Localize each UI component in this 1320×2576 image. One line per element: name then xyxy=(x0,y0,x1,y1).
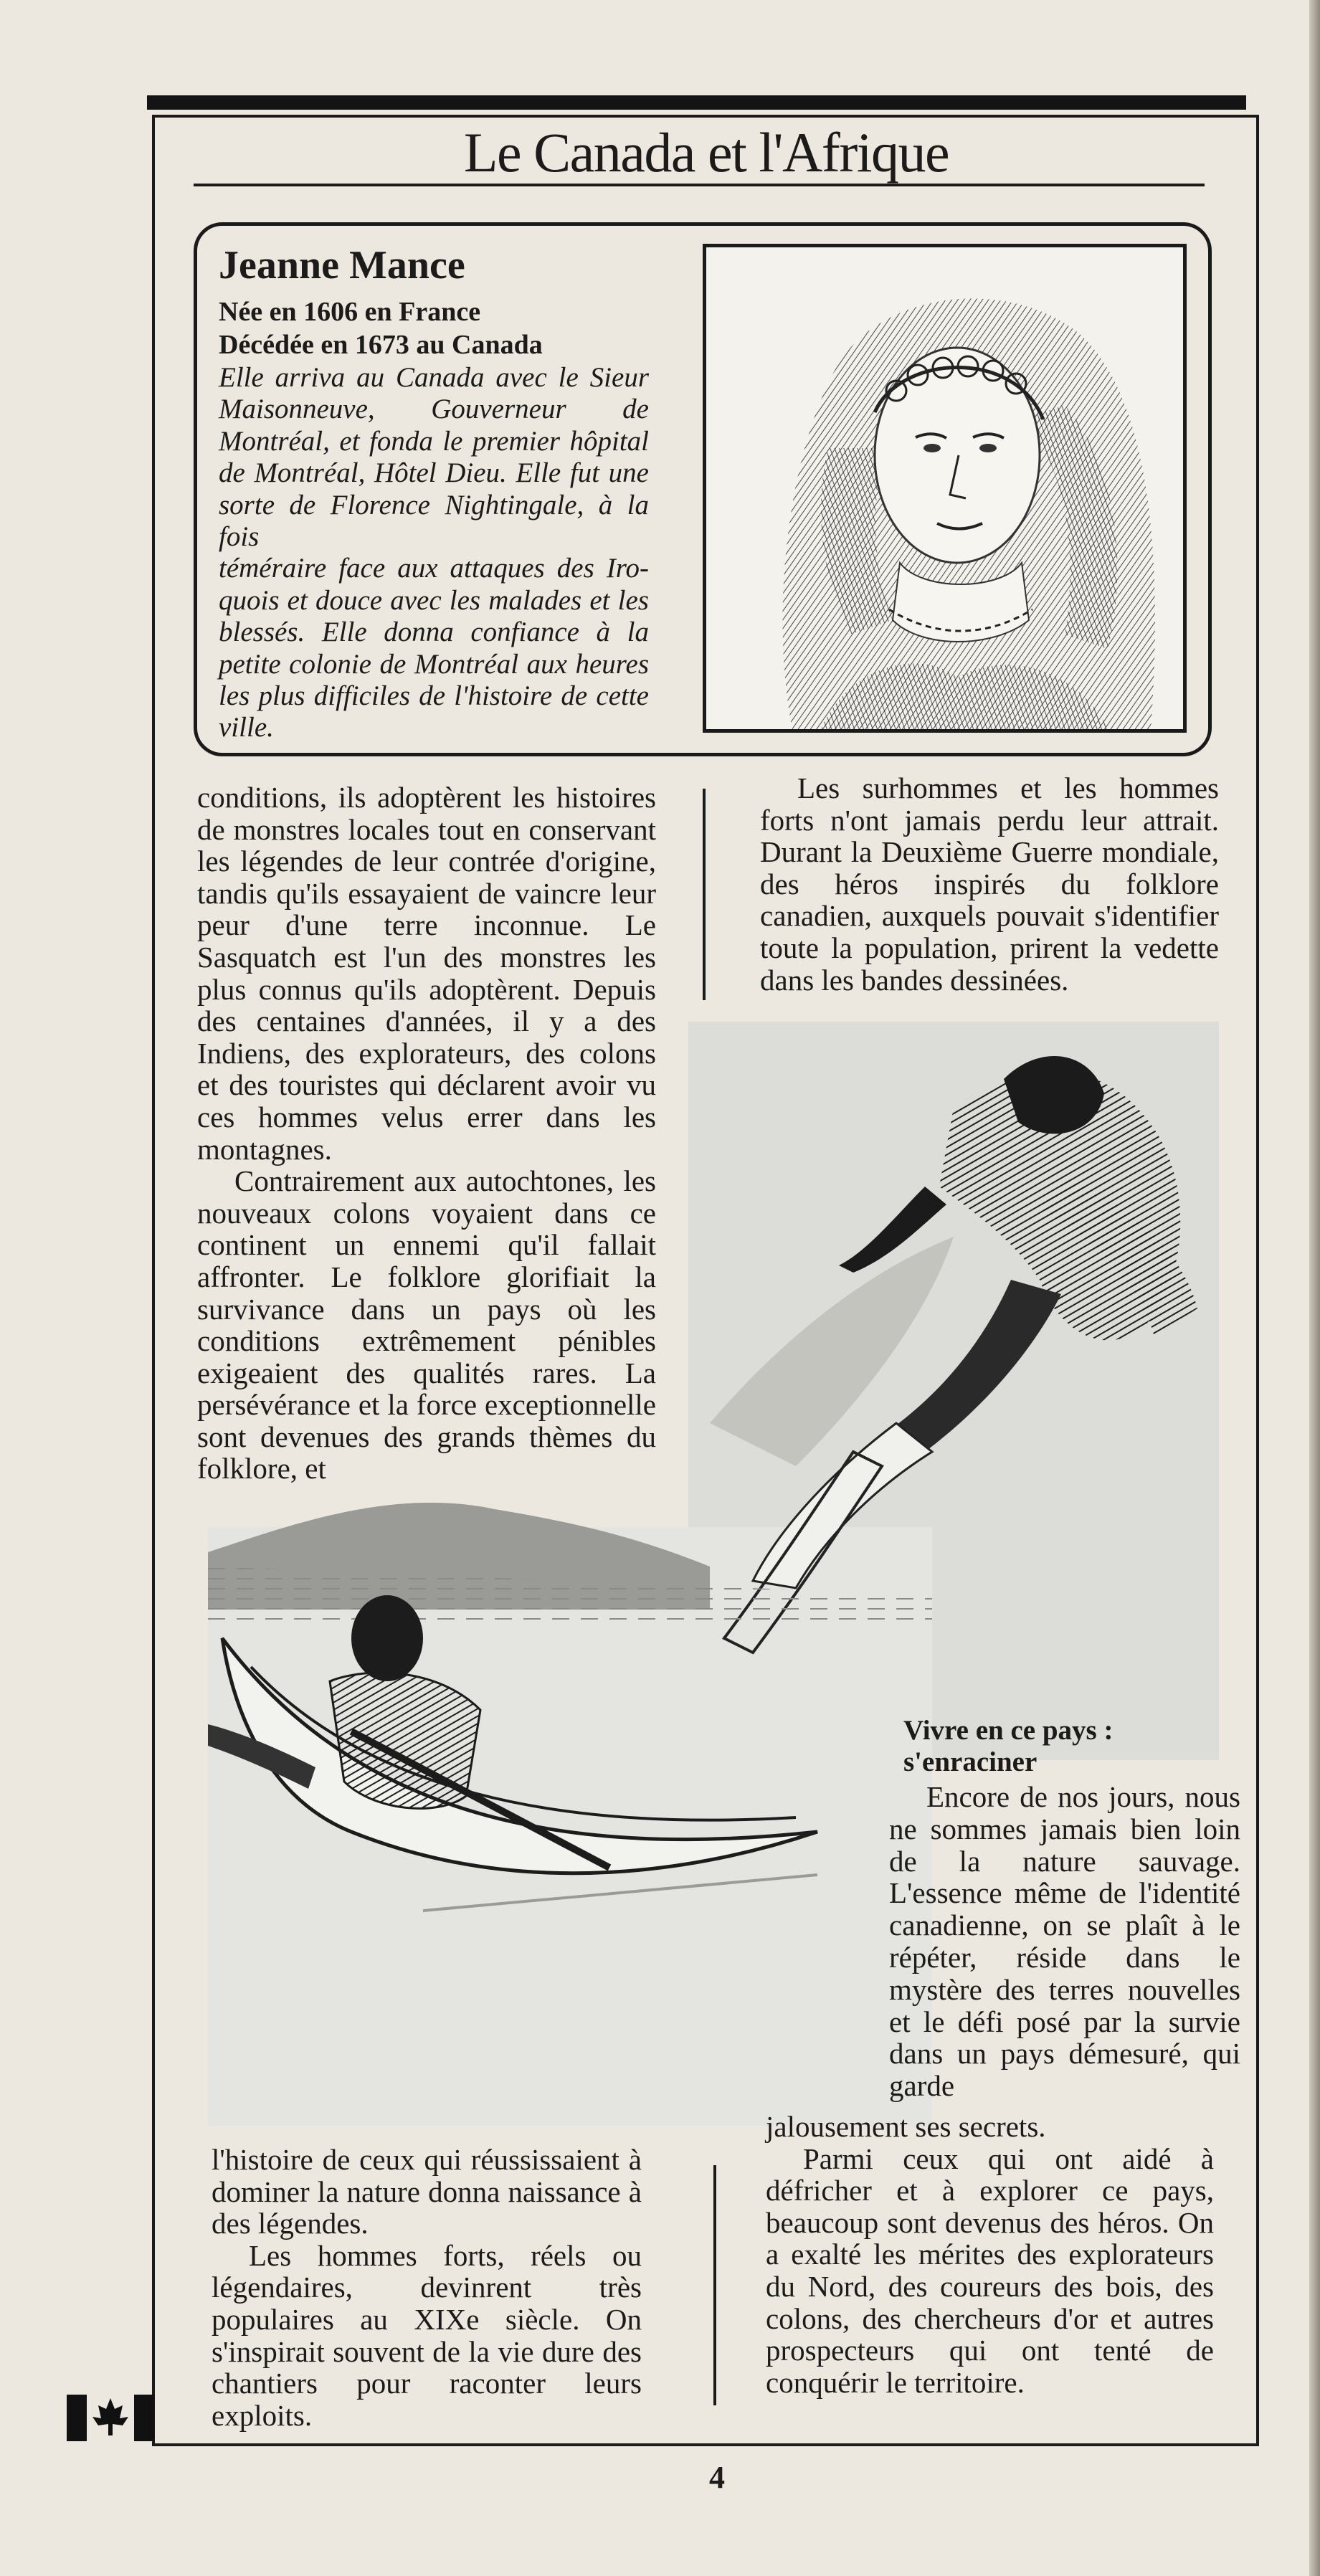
bio-line: Montréal, et fonda le premier hôpital xyxy=(219,425,649,457)
bio-line: ville. xyxy=(219,712,274,743)
left-column-bottom xyxy=(212,2144,642,2431)
bio-text xyxy=(219,362,649,744)
portrait-image xyxy=(703,244,1187,733)
column-divider xyxy=(703,789,706,1000)
paragraph: l'histoire de ceux qui réussissaient à dominer la nature donna naissance à des légendes. xyxy=(212,2143,642,2240)
bio-line: téméraire face aux attaques des Iro- xyxy=(219,553,649,584)
bio-name: Jeanne Mance xyxy=(219,243,465,287)
paragraph: Les hommes forts, réels ou légendaires, devinrent très populaires au XIXe siècle. On s'inspirait souvent de la vie dure des chantiers pour raconter leurs exploits. xyxy=(212,2238,642,2432)
right-column-bottom xyxy=(766,2111,1214,2398)
page-title: Le Canada et l'Afrique xyxy=(463,121,949,184)
right-column-top xyxy=(760,772,1219,996)
canada-flag-logo xyxy=(67,2391,154,2445)
bio-line: Elle arriva au Canada avec le Sieur xyxy=(219,362,649,393)
paragraph: jalousement ses secrets. xyxy=(766,2110,1046,2143)
bio-line: petite colonie de Montréal aux heures xyxy=(219,648,649,680)
column-divider xyxy=(713,2165,716,2405)
bio-died: Décédée en 1673 au Canada xyxy=(219,330,543,360)
sidebar-title: Vivre en ce pays : s'enraciner xyxy=(903,1715,1114,1777)
paragraph: conditions, ils adoptèrent les histoires de monstres locales tout en conservant les légendes de leur contrée d'origine, tandis qu'ils essayaient de vaincre leur peur d'une terre inconnue. Le Sasquatch est l'un des monstres les plus connus qu'ils adoptèrent. Depuis des centaines d'années, il y a des Indiens, des explorateurs, des colons et des touristes qui déclarent avoir vu ces hommes velus errer dans les montagnes. xyxy=(197,781,656,1166)
page-number: 4 xyxy=(709,2460,725,2495)
sidebar-text xyxy=(889,1781,1240,2102)
title-rule xyxy=(194,184,1205,186)
paragraph: Parmi ceux qui ont aidé à défricher et à explorer ce pays, beaucoup sont devenus des héros. On a exalté les mérites des explorateurs du Nord, des coureurs des bois, des colons, des chercheurs d'or et autres prospecteurs qui ont tenté de conquérir le territoire. xyxy=(766,2142,1214,2399)
bio-line: sorte de Florence Nightingale, à la fois xyxy=(219,489,649,553)
top-rule xyxy=(147,95,1246,110)
bio-line: les plus difficiles de l'histoire de cette xyxy=(219,680,649,712)
bio-line: de Montréal, Hôtel Dieu. Elle fut une xyxy=(219,457,649,489)
scan-edge xyxy=(1309,0,1320,2576)
paragraph: Les surhommes et les hommes forts n'ont jamais perdu leur attrait. Durant la Deuxième Guerre mondiale, des héros inspirés du folklore canadien, auxquels pouvait s'identifier toute la population, prirent la vedette dans les bandes dessinées. xyxy=(760,771,1219,997)
bio-line: quois et douce avec les malades et les xyxy=(219,584,649,616)
bio-line: blessés. Elle donna confiance à la xyxy=(219,617,649,648)
paragraph: Contrairement aux autochtones, les nouveaux colons voyaient dans ce continent un ennemi qu'il fallait affronter. Le folklore glorifiait la survivance dans un pays où les conditions extrêmement pénibles exigeaient des qualités rares. La persévérance et la force exceptionnelle sont devenues des grands thèmes du folklore, et xyxy=(197,1164,656,1486)
bio-born: Née en 1606 en France xyxy=(219,297,481,327)
paragraph: Encore de nos jours, nous ne sommes jamais bien loin de la nature sauvage. L'essence même de l'identité canadienne, on se plaît à le répéter, réside dans le mystère des terres nouvelles et le défi posé par la survie dans un pays démesuré, qui garde xyxy=(889,1780,1240,2103)
bio-line: Maisonneuve, Gouverneur de xyxy=(219,394,649,425)
